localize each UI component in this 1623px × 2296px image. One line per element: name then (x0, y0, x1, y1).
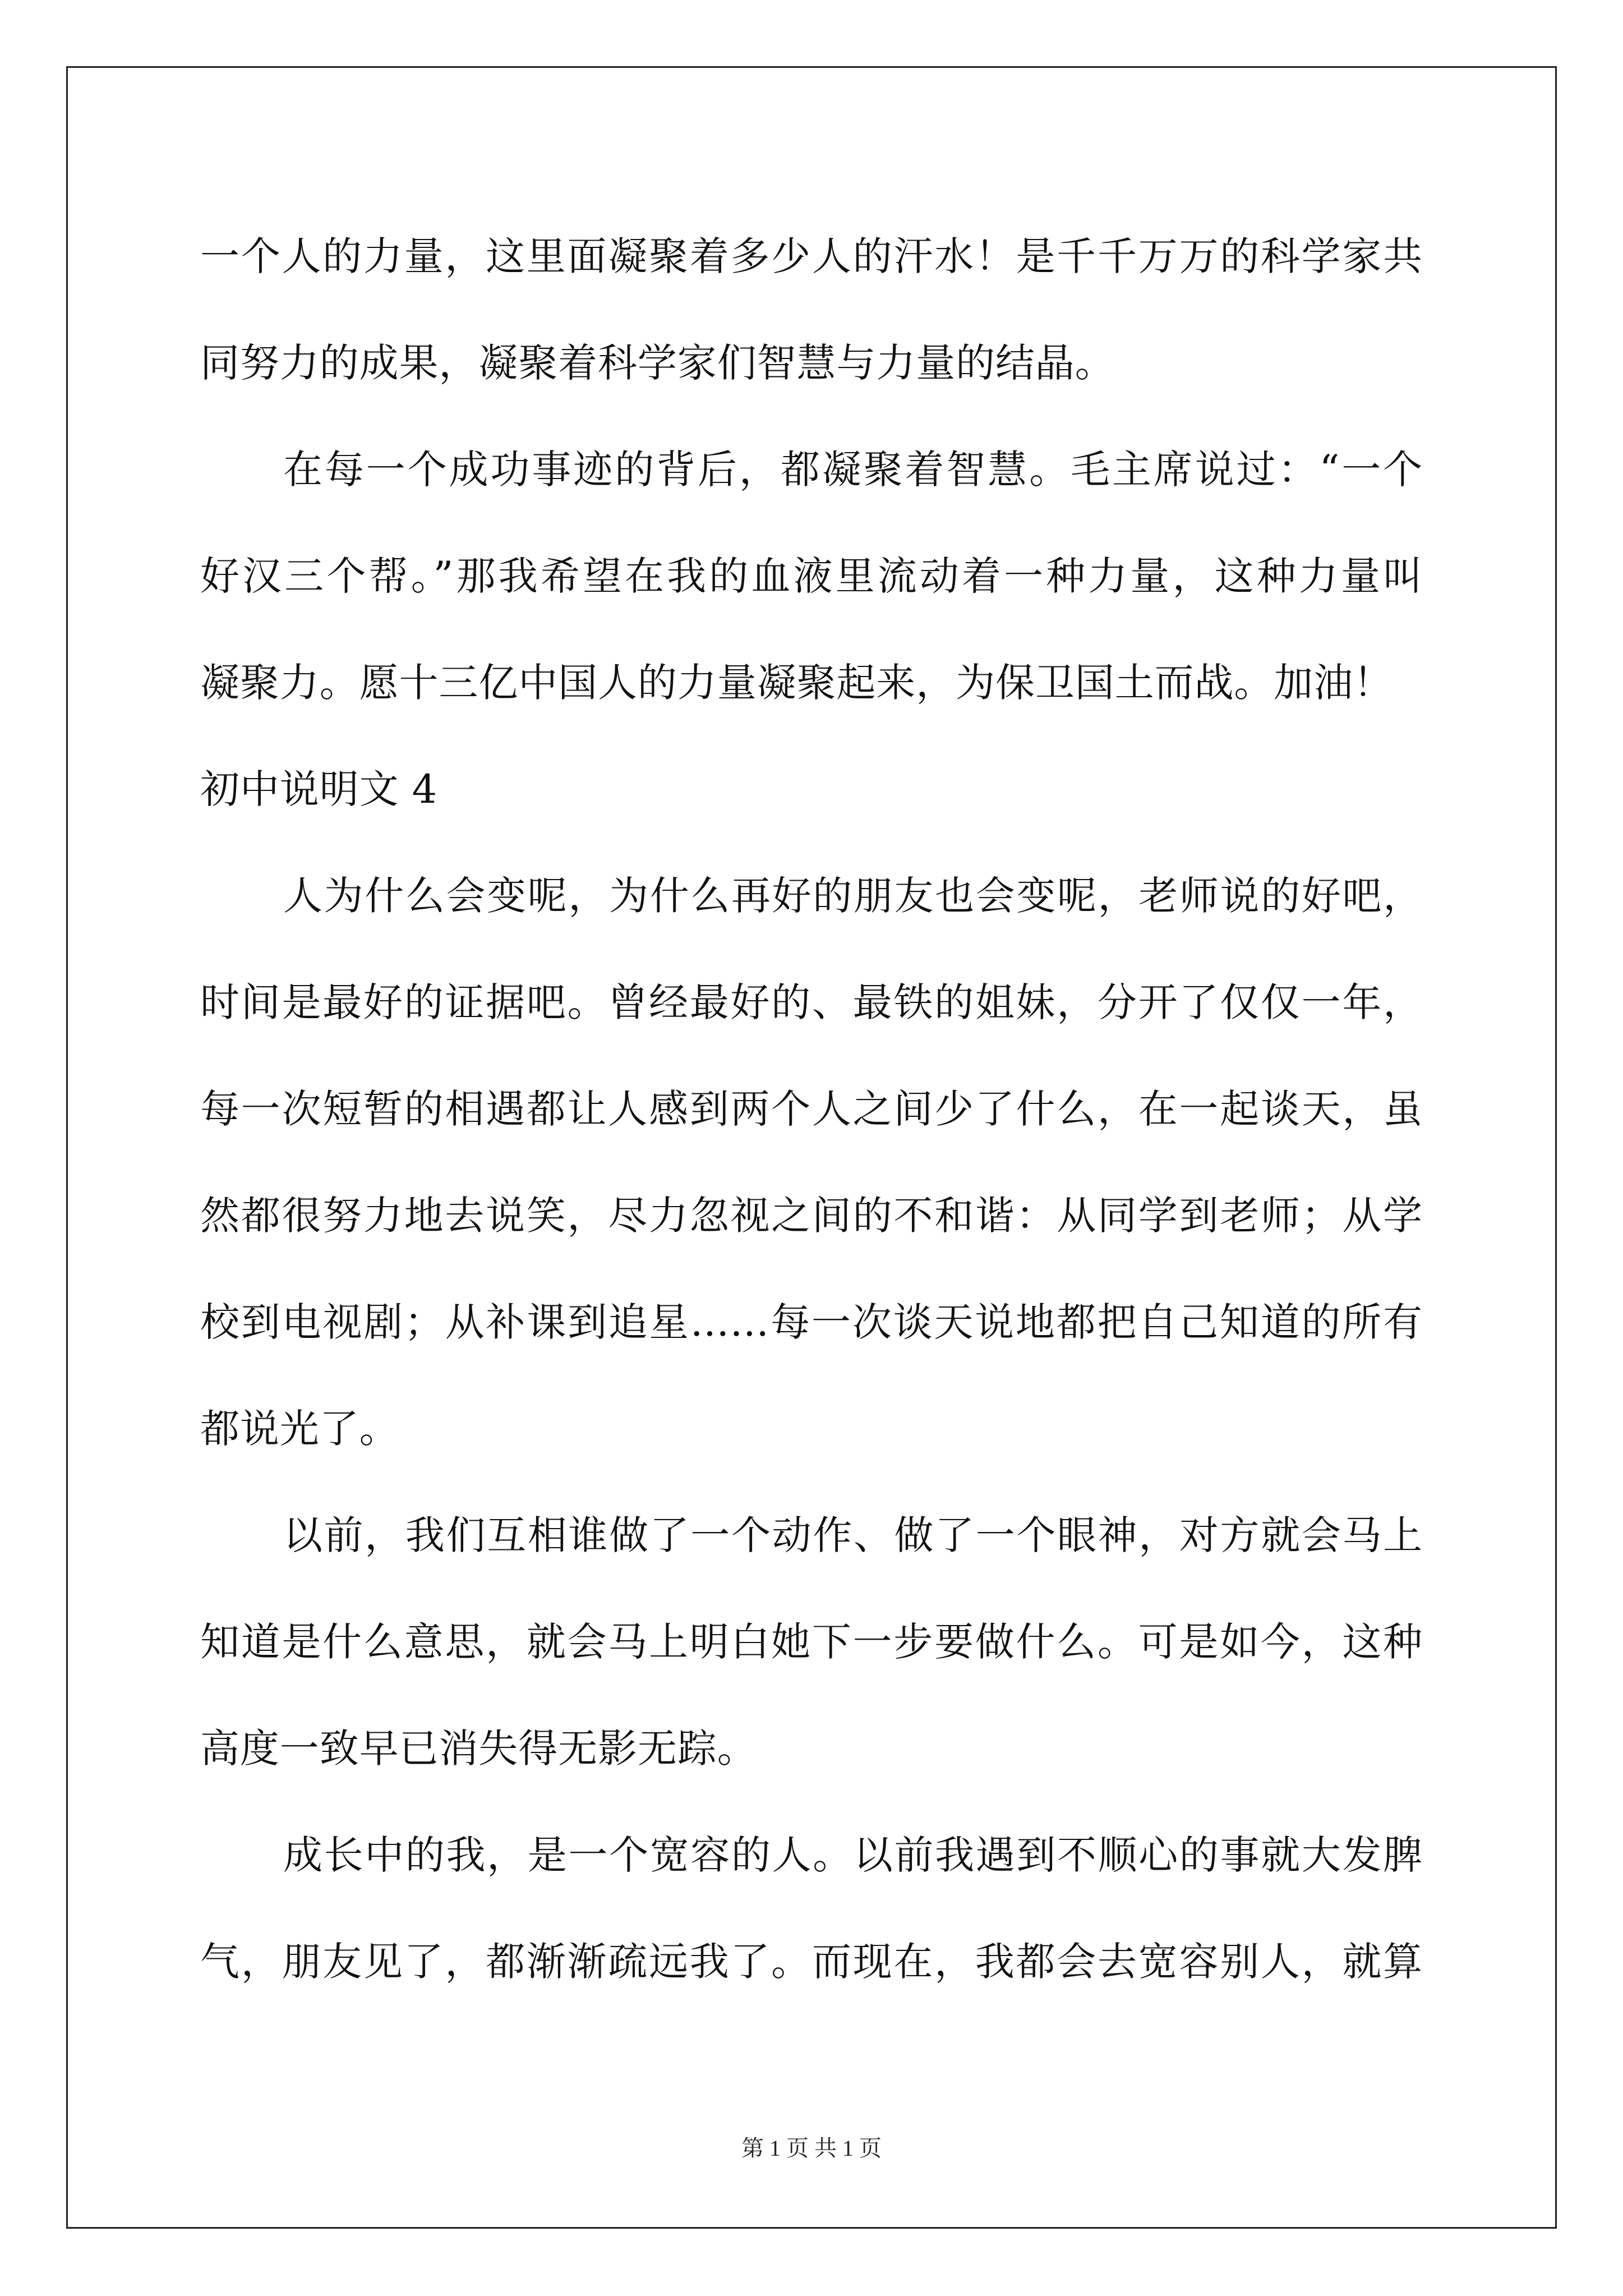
text-line-16: 成长中的我，是一个宽容的人。以前我遇到不顺心的事就大发脾 (283, 1832, 1423, 1878)
text-line-14: 知道是什么意思，就会马上明白她下一步要做什么。可是如今，这种 (200, 1619, 1423, 1665)
section-heading: 初中说明文 4 (200, 766, 438, 812)
text-line-10: 然都很努力地去说笑，尽力忽视之间的不和谐：从同学到老师；从学 (200, 1193, 1423, 1239)
text-line-2: 同努力的成果，凝聚着科学家们智慧与力量的结晶。 (200, 340, 1115, 386)
text-line-7: 人为什么会变呢，为什么再好的朋友也会变呢，老师说的好吧， (283, 873, 1423, 919)
text-line-13: 以前，我们互相谁做了一个动作、做了一个眼神，对方就会马上 (283, 1512, 1423, 1558)
text-line-15: 高度一致早已消失得无影无踪。 (200, 1726, 757, 1772)
text-line-17: 气，朋友见了，都渐渐疏远我了。而现在，我都会去宽容别人，就算 (200, 1939, 1423, 1985)
text-line-11: 校到电视剧；从补课到追星……每一次谈天说地都把自己知道的所有 (200, 1299, 1423, 1345)
text-line-12: 都说光了。 (200, 1406, 399, 1452)
text-line-5: 凝聚力。愿十三亿中国人的力量凝聚起来，为保卫国土而战。加油！ (200, 660, 1393, 706)
text-line-4: 好汉三个帮。”那我希望在我的血液里流动着一种力量，这种力量叫 (200, 553, 1423, 599)
text-line-9: 每一次短暂的相遇都让人感到两个人之间少了什么，在一起谈天，虽 (200, 1086, 1423, 1132)
text-line-3: 在每一个成功事迹的背后，都凝聚着智慧。毛主席说过：“一个 (283, 447, 1423, 493)
text-line-8: 时间是最好的证据吧。曾经最好的、最铁的姐妹，分开了仅仅一年， (200, 979, 1423, 1025)
text-line-1: 一个人的力量，这里面凝聚着多少人的汗水！是千千万万的科学家共 (200, 233, 1423, 279)
page-footer: 第 1 页 共 1 页 (741, 2136, 882, 2161)
